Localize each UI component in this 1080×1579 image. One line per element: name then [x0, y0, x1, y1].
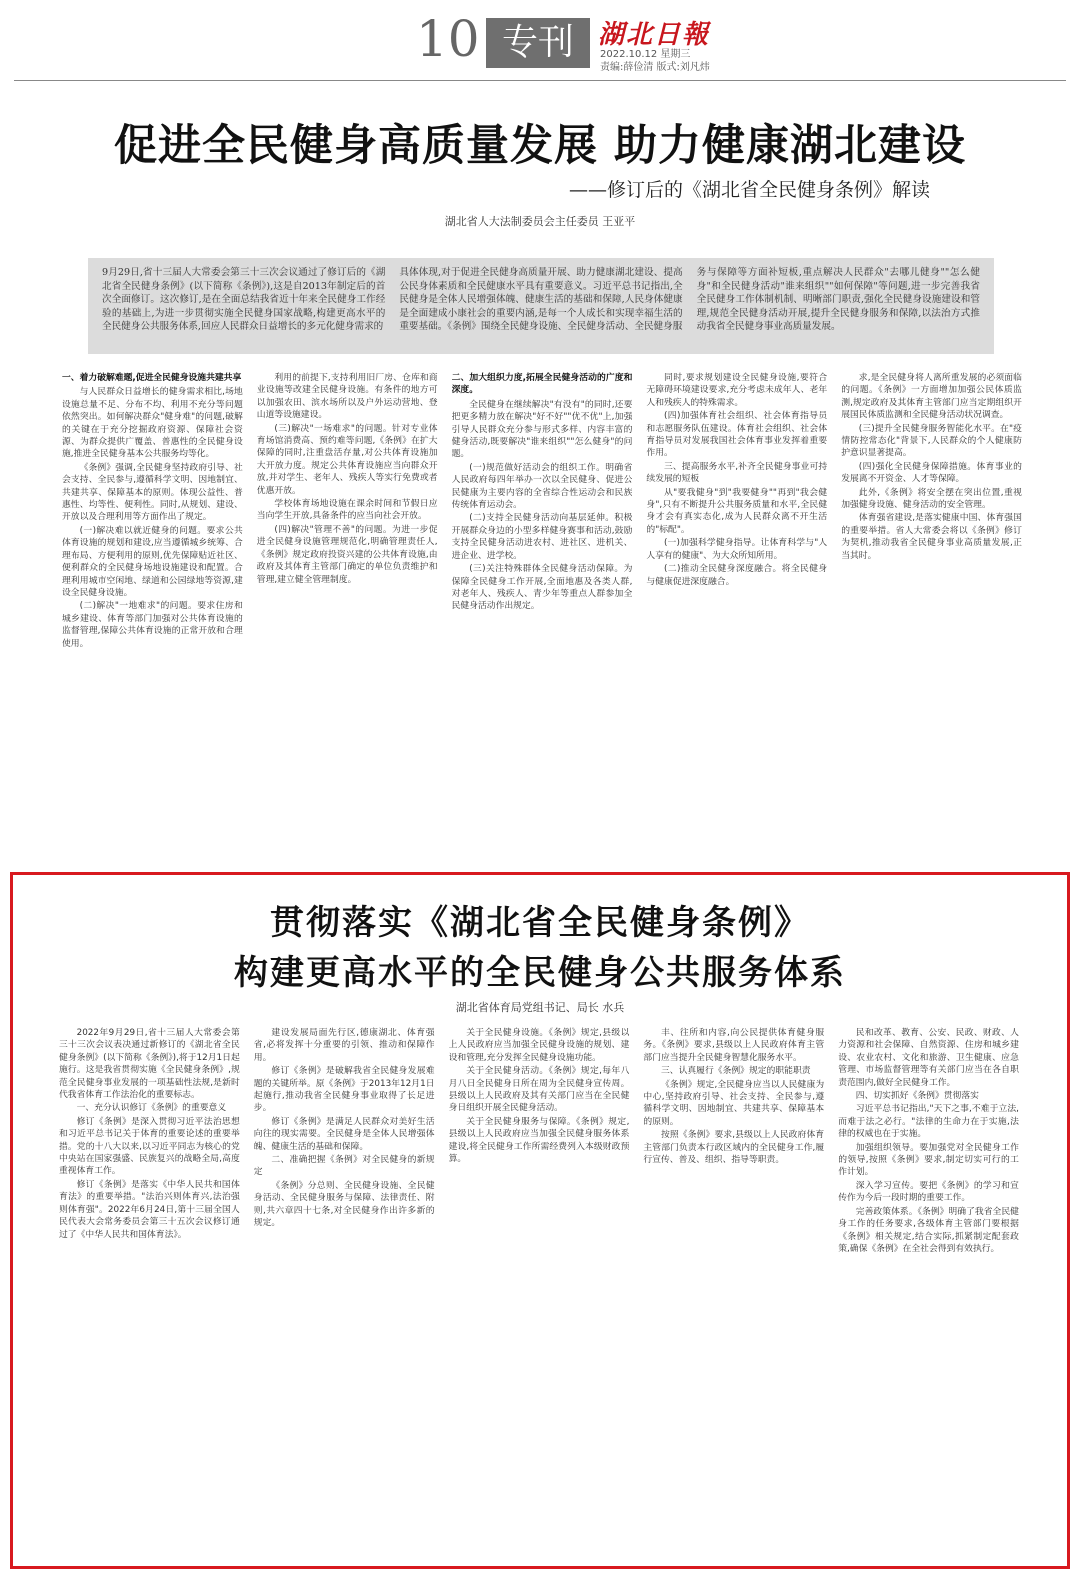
body-paragraph: 民和改革、教育、公安、民政、财政、人力资源和社会保障、自然资源、住房和城乡建设、农业农村、文化和旅游、卫生健康、应急管理、市场监督管理等有关部门应当在各自职责范围内,做好全民健身工作。 — [838, 1028, 1019, 1088]
body-paragraph: 《条例》分总则、全民健身设施、全民健身活动、全民健身服务与保障、法律责任、附则,共六章四十七条,对全民健身作出许多新的规定。 — [253, 1180, 435, 1229]
feature-byline: 湖北省人大法制委员会主任委员 王亚平 — [444, 215, 636, 228]
text-column — [643, 1027, 824, 1563]
text-column — [59, 1027, 240, 1563]
editor-credits: 责编:薛俭清 版式:刘凡炜 — [600, 62, 710, 73]
section-heading: 一、着力破解难题,促进全民健身设施共建共享 — [62, 373, 242, 383]
body-paragraph: (四)加强体育社会组织、社会体育指导员和志愿服务队伍建设。体育社会组织、社会体育指导员对发展我国社会体育事业发挥着重要作用。 — [646, 411, 828, 459]
section-label: 专刊 — [486, 18, 590, 68]
body-paragraph: (三)提升全民健身服务智能化水平。在"疫情防控常态化"背景下,人民群众的个人健康防护意识显著提高。 — [841, 423, 1022, 459]
body-paragraph: 学校体育场地设施在课余时间和节假日应当向学生开放,具备条件的应当向社会开放。 — [256, 499, 438, 522]
boxed-byline: 湖北省体育局党组书记、局长 水兵 — [455, 1001, 625, 1014]
feature-headline: 促进全民健身高质量发展 助力健康湖北建设 — [114, 121, 966, 171]
body-paragraph: 修订《条例》是深入贯彻习近平法治思想和习近平总书记关于体育的重要论述的重要举措。党的十八大以来,以习近平同志为核心的党中央站在国家强盛、民族复兴的战略全局,高度重视体育工作。 — [59, 1116, 240, 1177]
text-column — [257, 372, 438, 852]
page-number: 10 — [416, 10, 480, 68]
text-column — [841, 372, 1022, 852]
lead-paragraph: 具体体现,对于促进全民健身高质量开展、助力健康湖北建设、提高公民身体素质和全民健康水平具有重要意义。习近平总书记指出,全民健身是全体人民增强体魄、健康生活的基础和保障,人民身体健康是全面建成小康社会的重要内涵,是每一个人成长和实现幸福生活的重要基础。《条例》围绕全民健身设施、全民健身活动、全民健身服 — [399, 267, 683, 333]
masthead-meta — [600, 48, 710, 74]
body-paragraph: 从"要我健身"到"我要健身""再到"我会健身",只有不断提升公共服务质量和水平,全民健身才会有真实态化,成为人民群众离不开生活的"标配"。 — [646, 487, 828, 535]
body-paragraph: (三)解决"一场难求"的问题。针对专业体育场馆消费高、预约难等问题,《条例》在扩大保障的同时,注重盘活存量,对公共体育设施加大开放力度。规定公共体育设施应当向群众开放,并对学生、老年人、残疾人等实行免费或者优惠开放。 — [256, 423, 438, 496]
body-paragraph: 同时,要求规划建设全民健身设施,要符合无障碍环境建设要求,充分考虑未成年人、老年人和残疾人的特殊需求。 — [646, 373, 828, 408]
body-paragraph: 体育强省建设,是落实健康中国、体育强国的重要举措。省人大常委会将以《条例》修订为契机,推动我省全民健身事业高质量发展,正当其时。 — [841, 513, 1022, 561]
body-paragraph: (二)支持全民健身活动向基层延伸。积极开展群众身边的小型多样健身赛事和活动,鼓励支持全民健身活动进农村、进社区、进机关、进企业、进学校。 — [451, 513, 633, 561]
body-paragraph: 二、准确把握《条例》对全民健身的新规定 — [253, 1155, 435, 1178]
body-paragraph: 利用的前提下,支持利用旧厂房、仓库和商业设施等改建全民健身设施。有条件的地方可以加强农田、滨水场所以及户外运动营地、登山道等设施建设。 — [256, 373, 438, 421]
masthead-rule — [14, 80, 1066, 81]
body-paragraph: (一)加强科学健身指导。让体育科学与"人人享有的健康"、为大众所知所用。 — [646, 538, 828, 561]
body-paragraph: 求,是全民健身将人离所重发展的必须面临的问题。《条例》一方面增加加强公民体质监测,规定政府及其体育主管部门应当定期组织开展国民体质监测和全民健身活动状况调查。 — [841, 373, 1022, 421]
boxed-article — [10, 872, 1070, 1569]
body-paragraph: 按照《条例》要求,县级以上人民政府体育主管部门负责本行政区域内的全民健身工作,履行宣传、普及、组织、指导等职责。 — [643, 1130, 825, 1166]
body-paragraph: (四)强化全民健身保障措施。体育事业的发展离不开资金、人才等保障。 — [841, 461, 1022, 485]
body-paragraph: 关于全民健身设施。《条例》规定,县级以上人民政府应当加强全民健身设施的规划、建设和管理,充分发挥全民健身设施功能。 — [448, 1028, 630, 1063]
body-paragraph: 关于全民健身服务与保障。《条例》规定,县级以上人民政府应当加强全民健身服务体系建设,将全民健身工作所需经费列入本级财政预算。 — [448, 1116, 630, 1165]
body-paragraph: 2022年9月29日,省十三届人大常委会第三十三次会议表决通过新修订的《湖北省全民健身条例》(以下简称《条例》),将于12月1日起施行。这是我省贯彻实施《全民健身条例》,规范全民健身事业发展的一项基础性法规,是新时代我省体育工作法治化的重要标志。 — [59, 1028, 240, 1101]
text-column — [646, 372, 827, 852]
newspaper-logo: 湖北日報 — [598, 20, 711, 50]
body-paragraph: 丰、往所和内容,向公民提供体育健身服务。《条例》要求,县级以上人民政府体育主管部门应当提升全民健身智慧化服务水平。 — [643, 1028, 825, 1063]
feature-body — [62, 372, 1022, 852]
body-paragraph: (三)关注特殊群体全民健身活动保障。为保障全民健身工作开展,全面地惠及各类人群,对老年人、残疾人、青少年等重点人群参加全民健身活动作出规定。 — [451, 564, 633, 612]
issue-date: 2022.10.12 星期三 — [600, 49, 691, 60]
text-column — [62, 372, 243, 852]
boxed-body — [59, 1027, 1019, 1563]
boxed-headline-line2: 构建更高水平的全民健身公共服务体系 — [234, 953, 846, 993]
body-paragraph: 关于全民健身活动。《条例》规定,每年八月八日全民健身日所在周为全民健身宣传周。县级以上人民政府及其有关部门应当在全民健身日组织开展全民健身活动。 — [448, 1066, 630, 1114]
body-paragraph: 全民健身在继续解决"有没有"的同时,还要把更多精力放在解决"好不好""优不优"上,加强引导人民群众充分参与形式多样、内容丰富的健身活动,既要解决"谁来组织""怎么健身"的问题。 — [451, 399, 633, 460]
body-paragraph: 三、提高服务水平,补齐全民健身事业可持续发展的短板 — [646, 461, 828, 485]
section-heading: 二、加大组织力度,拓展全民健身活动的广度和深度。 — [451, 373, 633, 396]
body-paragraph: (二)解决"一地难求"的问题。要求住房和城乡建设、体育等部门加强对公共体育设施的监督管理,保障公共体育设施的正常开放和合理使用。 — [62, 601, 243, 649]
body-paragraph: 修订《条例》是满足人民群众对美好生活向往的现实需要。全民健身是全体人民增强体魄、健康生活的基础和保障。 — [253, 1116, 435, 1152]
body-paragraph: 修订《条例》是落实《中华人民共和国体育法》的重要举措。"法治兴则体育兴,法治强则体育强"。2022年6月24日,第十三届全国人民代表大会常务委员会第三十五次会议修订通过了《中华人民共和国体育法》。 — [59, 1179, 240, 1240]
text-column — [838, 1027, 1019, 1563]
masthead — [0, 0, 1080, 88]
body-paragraph: 建设发展局面先行区,德康湖北、体育强省,必将发挥十分重要的引领、推动和保障作用。 — [253, 1028, 435, 1063]
text-column — [452, 372, 633, 852]
boxed-headline-line1: 贯彻落实《湖北省全民健身条例》 — [270, 903, 810, 943]
lead-paragraph: 9月29日,省十三届人大常委会第三十三次会议通过了修订后的《湖北省全民健身条例》(以下简称《条例》),这是自2013年制定后的首次全面修订。这次修订,是在全面总结我省近十年来全民健身工作经验的基础上,为进一步贯彻实施全民健身国家战略,构建更高水平的全民健身公共服务体系,回应人民群众日益增长的多元化健身需求的 — [102, 267, 386, 333]
body-paragraph: (四)解决"管理不善"的问题。为进一步促进全民健身设施管理规范化,明确管理责任人,《条例》规定政府投资兴建的公共体育设施,由政府及其体育主管部门确定的单位负责维护和管理,建立健全管理制度。 — [256, 524, 438, 585]
body-paragraph: 此外,《条例》将安全摆在突出位置,重视加强健身设施、健身活动的安全管理。 — [841, 487, 1022, 511]
body-paragraph: 修订《条例》是破解我省全民健身发展难题的关键所举。原《条例》于2013年12月1日起施行,推动我省全民健身事业取得了长足进步。 — [253, 1066, 435, 1114]
body-paragraph: 一、充分认识修订《条例》的重要意义 — [76, 1103, 227, 1114]
lead-paragraph: 务与保障等方面补短板,重点解决人民群众"去哪儿健身""怎么健身"和全民健身活动"谁来组织""如何保障"等问题,进一步完善我省全民健身工作体制机制、明晰部门职责,强化全民健身设施建设和管理,规范全民健身活动开展,提升全民健身服务和保障,以法治方式推动我省全民健身事业高质量发展。 — [696, 267, 980, 333]
body-paragraph: (二)推动全民健身深度融合。将全民健身与健康促进深度融合。 — [646, 564, 828, 587]
body-paragraph: 深入学习宣传。要把《条例》的学习和宣传作为今后一段时期的重要工作。 — [838, 1180, 1019, 1204]
body-paragraph: 《条例》规定,全民健身应当以人民健康为中心,坚持政府引导、社会支持、全民参与,遵循科学文明、因地制宜、共建共享、保障基本的原则。 — [643, 1079, 825, 1127]
feature-subheadline: ——修订后的《湖北省全民健身条例》解读 — [568, 179, 930, 201]
body-paragraph: 三、认真履行《条例》规定的职能职责 — [660, 1066, 811, 1077]
body-paragraph: (一)解决难以就近健身的问题。要求公共体育设施的规划和建设,应当遵循城乡统筹、合理布局、方便利用的原则,优先保障贴近社区、便利群众的全民健身场地设施建设和配置。合理利用城市空闲地、绿道和公园绿地等资源,建设全民健身设施。 — [62, 525, 243, 598]
body-paragraph: (一)规范做好活动会的组织工作。明确省人民政府每四年举办一次以全民健身、促进公民健康为主要内容的全省综合性运动会和民族传统体育运动会。 — [451, 462, 633, 511]
feature-lead-box — [88, 258, 994, 354]
body-paragraph: 四、切实抓好《条例》贯彻落实 — [855, 1091, 979, 1102]
text-column — [449, 1027, 630, 1563]
body-paragraph: 完善政策体系。《条例》明确了我省全民健身工作的任务要求,各级体育主管部门要根据《条例》相关规定,结合实际,抓紧制定配套政策,确保《条例》在全社会得到有效执行。 — [838, 1206, 1019, 1254]
body-paragraph: 《条例》强调,全民健身坚持政府引导、社会支持、全民参与,遵循科学文明、因地制宜、共建共享、保障基本的原则。体现公益性、普惠性、均等性、便利性。同时,从规划、建设、开放以及合理利用等方面作出了规定。 — [62, 462, 243, 523]
text-column — [254, 1027, 435, 1563]
body-paragraph: 习近平总书记指出,"天下之事,不难于立法,而难于法之必行。"法律的生命力在于实施,法律的权威也在于实施。 — [838, 1104, 1019, 1140]
body-paragraph: 加强组织领导。要加强党对全民健身工作的领导,按照《条例》要求,制定切实可行的工作计划。 — [838, 1142, 1019, 1178]
body-paragraph: 与人民群众日益增长的健身需求相比,场地设施总量不足、分布不均、利用不充分等问题依然突出。如何解决群众"健身难"的问题,破解的关键在于充分挖掘政府资源、保障社会资源、为群众提供广覆盖、普惠性的全民健身设施,推进全民健身基本公共服务均等化。 — [62, 387, 243, 460]
